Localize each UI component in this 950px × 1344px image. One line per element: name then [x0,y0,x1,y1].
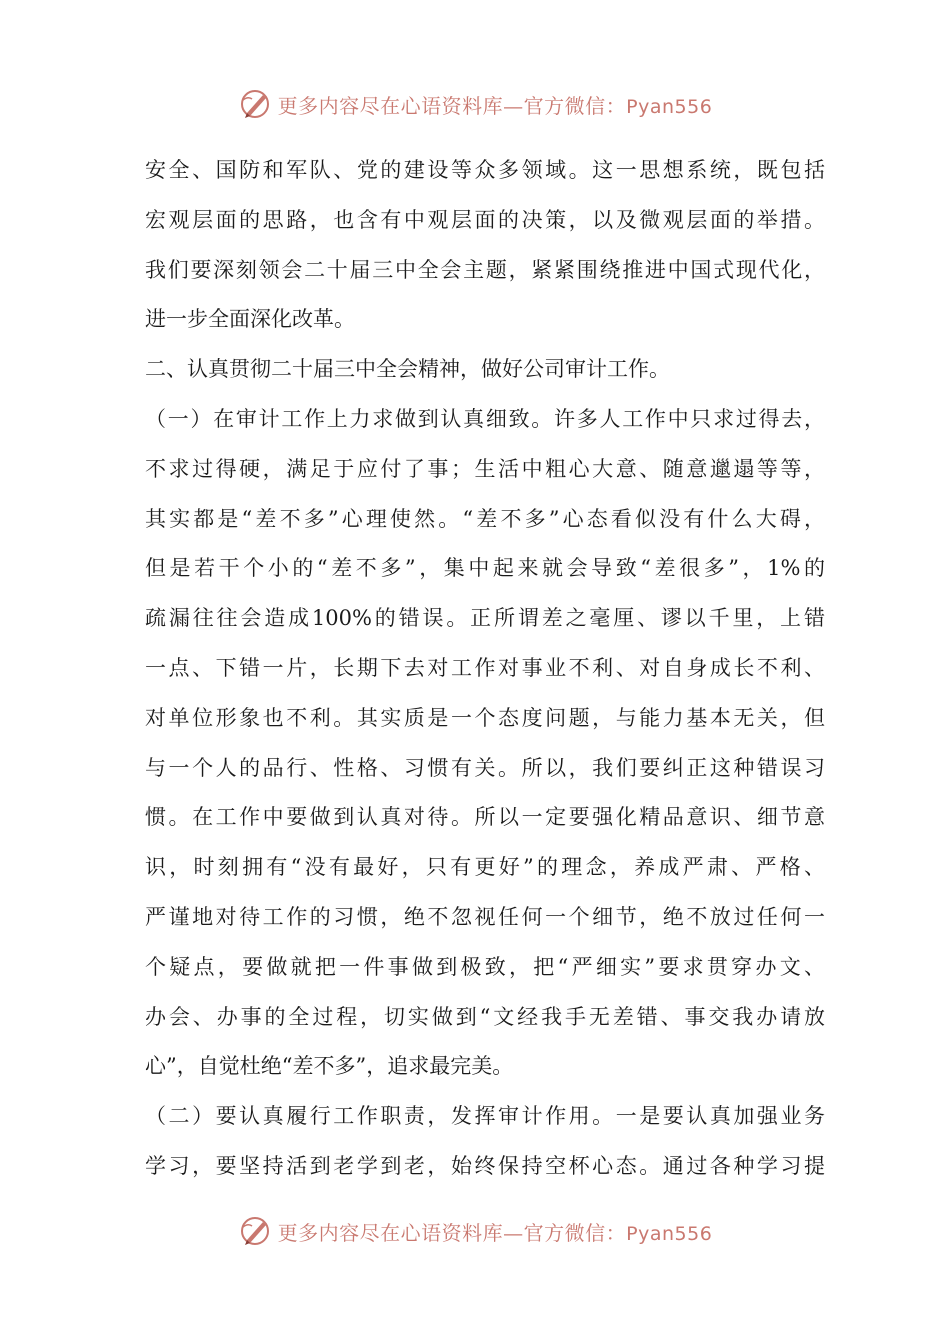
text-line: （一）在审计工作上力求做到认真细致。许多人工作中只求过得去， [145,406,825,431]
watermark-text: 更多内容尽在心语资料库—官方微信：Pyan556 [277,93,713,118]
text-line: 我们要深刻领会二十届三中全会主题，紧紧围绕推进中国式现代化， [145,257,825,282]
text-line: 识，时刻拥有“没有最好，只有更好”的理念，养成严肃、严格、 [145,855,825,880]
text-line: 个疑点，要做就把一件事做到极致，把“严细实”要求贯穿办文、 [145,954,825,979]
header-watermark [0,84,950,124]
text-line: 疏漏往往会造成100%的错误。正所谓差之毫厘、谬以千里，上错 [145,606,825,631]
text-line: 办会、办事的全过程，切实做到“文经我手无差错、事交我办请放 [145,1004,825,1029]
text-line: 不求过得硬，满足于应付了事；生活中粗心大意、随意邋遢等等， [145,456,825,481]
text-line: 其实都是“差不多”心理使然。“差不多”心态看似没有什么大碍， [145,506,825,531]
text-line: （二）要认真履行工作职责，发挥审计作用。一是要认真加强业务 [145,1104,825,1129]
text-line: 与一个人的品行、性格、习惯有关。所以，我们要纠正这种错误习 [145,755,825,780]
text-line: 学习，要坚持活到老学到老，始终保持空杯心态。通过各种学习提 [145,1153,825,1178]
text-line: 安全、国防和军队、党的建设等众多领域。这一思想系统，既包括 [145,158,825,182]
text-line: 进一步全面深化改革。 [145,307,355,332]
footer-watermark [0,1211,950,1251]
document-body [145,146,825,1192]
watermark-text: 更多内容尽在心语资料库—官方微信：Pyan556 [277,1220,713,1245]
text-line: 严谨地对待工作的习惯，绝不忽视任何一个细节，绝不放过任何一 [145,904,825,929]
wechat-id: Pyan556 [626,1222,713,1245]
pen-circle-logo-icon [238,1214,272,1248]
text-line: 惯。在工作中要做到认真对待。所以一定要强化精品意识、细节意 [145,805,825,830]
text-line: 对单位形象也不利。其实质是一个态度问题，与能力基本无关，但 [145,705,825,730]
text-line: 但是若干个小的“差不多”，集中起来就会导致“差很多”，1%的 [145,556,825,581]
text-line: 心”，自觉杜绝“差不多”，追求最完美。 [145,1054,514,1079]
text-line: 一点、下错一片，长期下去对工作对事业不利、对自身成长不利、 [145,655,825,680]
text-line: 宏观层面的思路，也含有中观层面的决策，以及微观层面的举措。 [145,207,825,232]
text-line: 二、认真贯彻二十届三中全会精神，做好公司审计工作。 [145,357,670,382]
pen-circle-logo-icon [238,87,272,121]
wechat-id: Pyan556 [626,95,713,118]
